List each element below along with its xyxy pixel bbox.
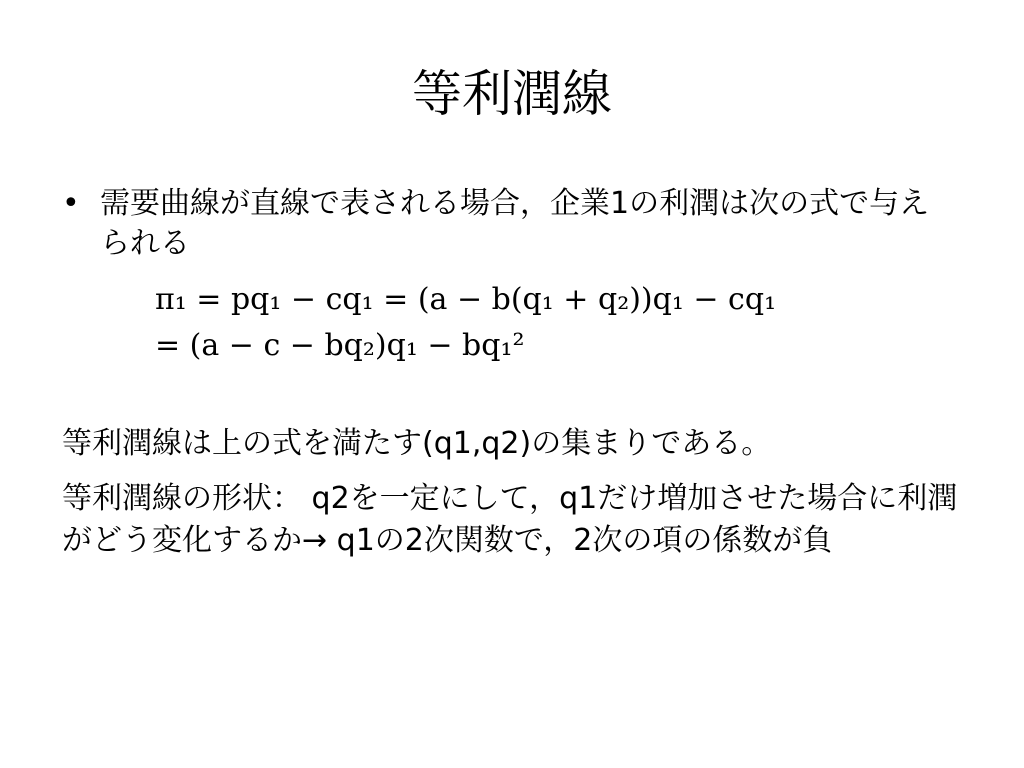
bullet-item	[62, 184, 962, 264]
slide-title: 等利潤線	[412, 65, 612, 123]
bullet-marker: •	[62, 186, 80, 221]
paragraph-isoprofit-definition: 等利潤線は上の式を満たす(q1,q2)の集まりである。	[62, 426, 772, 461]
equation-line-2: = (a − c − bq₂)q₁ − bq₁²	[155, 328, 525, 363]
bullet-text: 需要曲線が直線で表される場合，企業1の利潤は次の式で与えられる	[100, 186, 930, 261]
paragraph-isoprofit-shape: 等利潤線の形状： q2を一定にして，q1だけ増加させた場合に利潤がどう変化するか→ q1の2次関数で，2次の項の係数が負	[62, 481, 958, 558]
equation-line-1: π₁ = pq₁ − cq₁ = (a − b(q₁ + q₂))q₁ − cq₁	[155, 282, 777, 317]
